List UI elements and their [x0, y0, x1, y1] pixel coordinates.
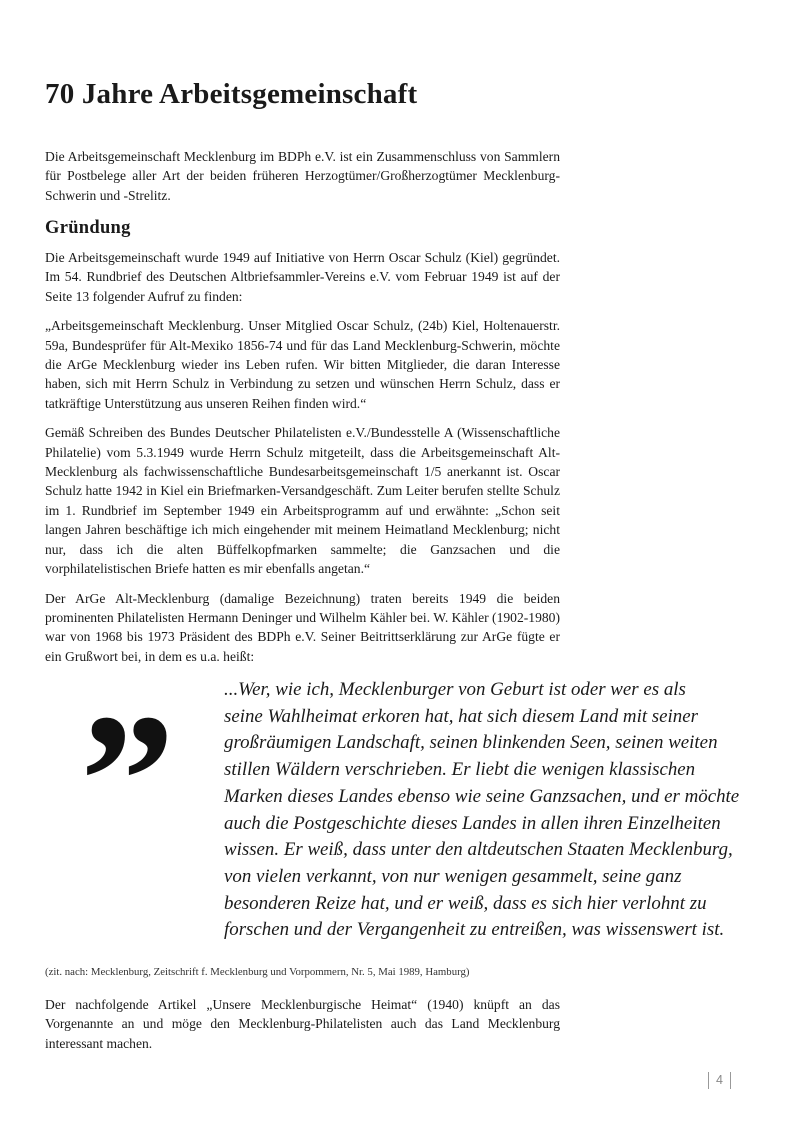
- pull-quote-line: Marken dieses Landes ebenso wie seine Ganzsachen, und er möchte: [224, 785, 740, 807]
- pull-quote-line: seine Wahlheimat erkoren hat, hat sich diesem Land mit seiner: [224, 705, 698, 727]
- quotation-mark-icon: ”: [80, 676, 175, 886]
- paragraph-recognition: Gemäß Schreiben des Bundes Deutscher Philatelisten e.V./Bundesstelle A (Wissenschaftliche Philatelie) vom 5.3.1949 wurde Herrn Schulz mitgeteilt, dass die Arbeitsgemeinschaft Alt-Mecklenburg als fachwissenschaftliche Bundesarbeitsgemeinschaft 1/5 anerkannt ist. Oscar Schulz hatte 1942 in Kiel ein Briefmarken-Versandgeschäft. Zum Leiter berufen stellte Schulz im 1. Rundbrief im September 1949 ein Arbeitsprogramm auf und erwähnte: „Schon seit langen Jahren beschäftige ich mich eingehender mit meinem Heimatland Mecklenburg; nicht nur, dass ich die alten Büffelkopfmarken sammelte; die Ganzsachen und die vorphilatelistischen Briefe hatten es mir ebenfalls angetan.“: [45, 425, 560, 577]
- page-number-box: [708, 1070, 731, 1090]
- section-heading: Gründung: [45, 218, 131, 238]
- pull-quote-line: auch die Postgeschichte dieses Landes in allen ihren Einzelheiten: [224, 812, 721, 834]
- pull-quote-line: wissen. Er weiß, dass unter den altdeutschen Staaten Mecklenburg,: [224, 839, 733, 861]
- pull-quote: [224, 677, 754, 944]
- intro-paragraph: Die Arbeitsgemeinschaft Mecklenburg im BDPh e.V. ist ein Zusammenschluss von Sammlern für Postbelege aller Art der beiden früheren Herzogtümer/Großherzogtümer Mecklenburg-Schwerin und -Strelitz.: [45, 149, 560, 203]
- paragraph-members: Der ArGe Alt-Mecklenburg (damalige Bezeichnung) traten bereits 1949 die beiden prominenten Philatelisten Hermann Deninger und Wilhelm Kähler bei. W. Kähler (1902-1980) war von 1968 bis 1973 Präsident des BDPh e.V. Seiner Beitrittserklärung zur ArGe fügte er ein Grußwort bei, in dem es u.a. heißt:: [45, 590, 560, 664]
- pull-quote-line: stillen Wäldern verschrieben. Er liebt die wenigen klassischen: [224, 759, 696, 781]
- page-title: 70 Jahre Arbeitsgemeinschaft: [45, 78, 418, 110]
- pull-quote-line: besonderen Reize hat, und er weiß, dass es sich hier verlohnt zu: [224, 892, 707, 914]
- founding-section: [45, 215, 560, 676]
- paragraph-appeal-quote: „Arbeitsgemeinschaft Mecklenburg. Unser Mitglied Oscar Schulz, (24b) Kiel, Holtenauerstr. 59a, Bundesprüfer für Alt-Mexiko 1856-74 und für das Land Mecklenburg-Schwerin, möchte die ArGe Mecklenburg wieder ins Leben rufen. Wir bitten Mitglieder, die daran Interesse haben, sich mit Herrn Schulz in Verbindung zu setzen und wünschen Herrn Schulz, dass er tatkräftige Unterstützung aus unseren Reihen finden wird.“: [45, 318, 560, 411]
- page-number: 4: [716, 1073, 723, 1087]
- paragraph-founding: Die Arbeitsgemeinschaft wurde 1949 auf Initiative von Herrn Oscar Schulz (Kiel) gegründet. Im 54. Rundbrief des Deutschen Altbriefsammler-Vereins e.V. vom Februar 1949 ist auf der Seite 13 folgender Aufruf zu finden:: [45, 250, 560, 304]
- citation: (zit. nach: Mecklenburg, Zeitschrift f. Mecklenburg und Vorpommern, Nr. 5, Mai 1989, Hamburg): [45, 966, 470, 978]
- outro-paragraph: Der nachfolgende Artikel „Unsere Mecklenburgische Heimat“ (1940) knüpft an das Vorgenannte an und möge den Mecklenburg-Philatelisten auch das Land Mecklenburg interessant machen.: [45, 997, 560, 1051]
- pull-quote-line: von vielen verkannt, von nur wenigen gesammelt, seine ganz: [224, 865, 682, 887]
- pull-quote-line: großräumigen Landschaft, seinen blinkenden Seen, seinen weiten: [224, 732, 718, 754]
- page-number-divider-right: [730, 1072, 731, 1089]
- pull-quote-line: ...Wer, wie ich, Mecklenburger von Geburt ist oder wer es als: [224, 679, 686, 700]
- pull-quote-line: forschen und der Vergangenheit zu entreißen, was wissenswert ist.: [224, 919, 725, 941]
